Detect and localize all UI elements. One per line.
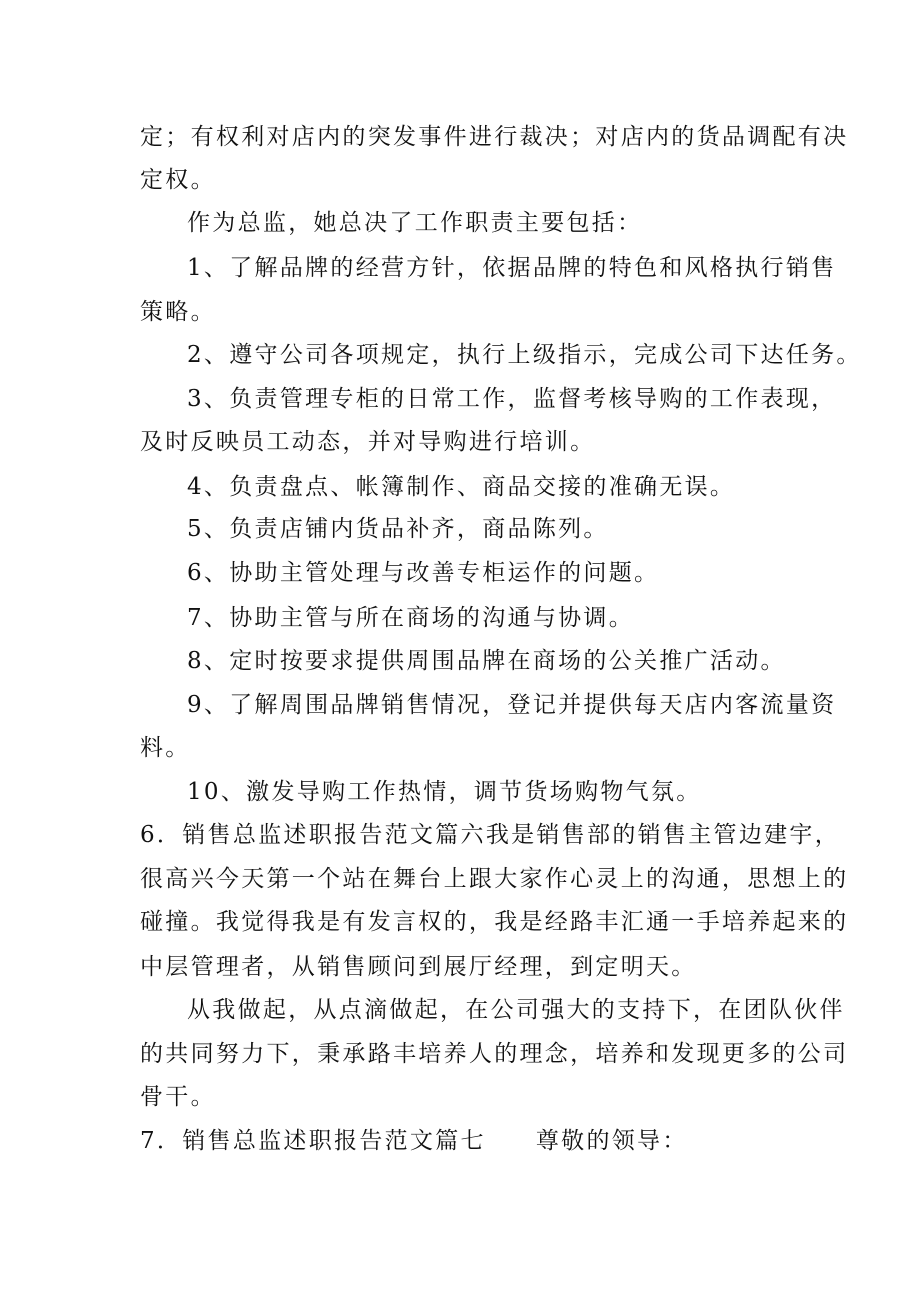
paragraph-line: 从我做起，从点滴做起，在公司强大的支持下，在团队伙伴: [187, 997, 845, 1023]
paragraph-line: 料。: [140, 735, 191, 761]
paragraph-line: 骨干。: [140, 1084, 216, 1110]
paragraph-line: 的共同努力下，秉承路丰培养人的理念，培养和发现更多的公司: [140, 1041, 849, 1067]
list-item-1: 1、了解品牌的经营方针，依据品牌的特色和风格执行销售: [187, 255, 837, 281]
section-heading-6: 6．销售总监述职报告范文篇六我是销售部的销售主管边建宇，: [140, 822, 841, 848]
list-item-9: 9、了解周围品牌销售情况，登记并提供每天店内客流量资: [187, 692, 837, 718]
list-item-5: 5、负责店铺内货品补齐，商品陈列。: [187, 516, 609, 542]
section-title: 7．销售总监述职报告范文篇七: [140, 1128, 486, 1154]
list-item-2: 2、遵守公司各项规定，执行上级指示，完成公司下达任务。: [187, 342, 862, 368]
paragraph-line: 作为总监，她总决了工作职责主要包括：: [187, 210, 643, 236]
paragraph-line: 及时反映员工动态，并对导购进行培训。: [140, 429, 596, 455]
section-heading-7: [140, 1126, 688, 1156]
paragraph-line: 定；有权利对店内的突发事件进行裁决；对店内的货品调配有决: [140, 124, 849, 150]
list-item-7: 7、协助主管与所在商场的沟通与协调。: [187, 605, 635, 631]
list-item-6: 6、协助主管处理与改善专柜运作的问题。: [187, 560, 660, 586]
paragraph-line: 碰撞。我觉得我是有发言权的，我是经路丰汇通一手培养起来的: [140, 909, 849, 935]
paragraph-line: 定权。: [140, 167, 216, 193]
list-item-10: 10、激发导购工作热情，调节货场购物气氛。: [187, 779, 702, 805]
paragraph-line: 很高兴今天第一个站在舞台上跟大家作心灵上的沟通，思想上的: [140, 866, 849, 892]
paragraph-line: 中层管理者，从销售顾问到展厅经理，到定明天。: [140, 954, 697, 980]
list-item-4: 4、负责盘点、帐簿制作、商品交接的准确无误。: [187, 474, 736, 500]
paragraph-line: 策略。: [140, 299, 216, 325]
list-item-8: 8、定时按要求提供周围品牌在商场的公关推广活动。: [187, 648, 786, 674]
list-item-3: 3、负责管理专柜的日常工作，监督考核导购的工作表现，: [187, 386, 837, 412]
salutation: 尊敬的领导：: [535, 1128, 688, 1154]
